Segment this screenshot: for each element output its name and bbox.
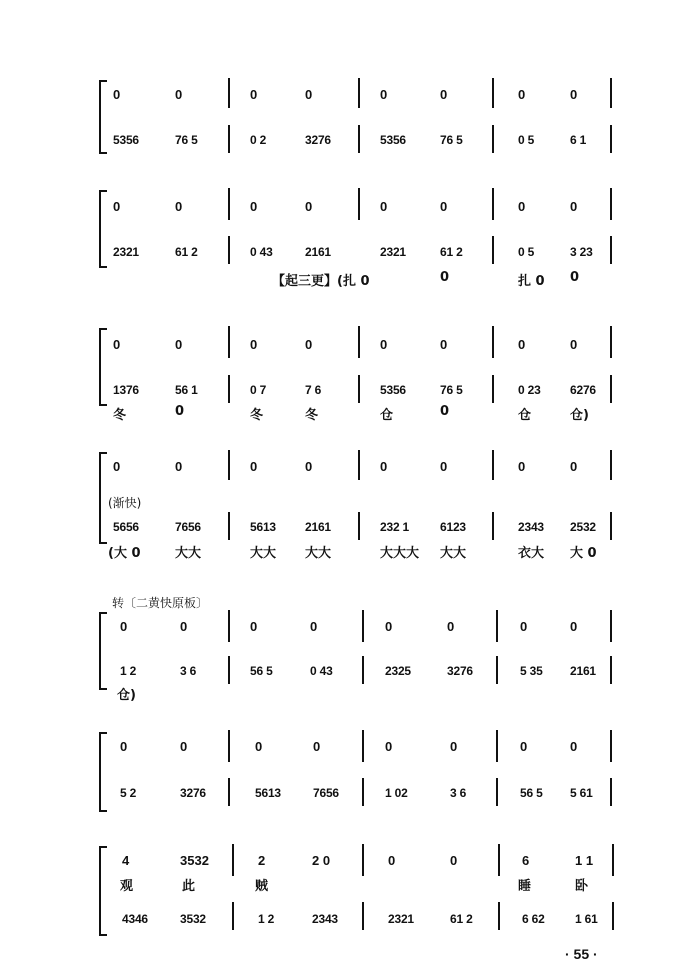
barline bbox=[492, 125, 494, 153]
percussion-syllable: 冬 bbox=[113, 408, 127, 423]
note-group: 61 2 bbox=[175, 245, 198, 259]
note-group: 5656 bbox=[113, 520, 139, 534]
barline bbox=[362, 610, 364, 642]
barline bbox=[610, 610, 612, 642]
percussion-syllable: 0 bbox=[570, 270, 580, 285]
barline bbox=[610, 375, 612, 403]
percussion-syllable: 仓 bbox=[518, 408, 532, 423]
percussion-syllable: 【起三更】(扎 0 bbox=[272, 274, 370, 289]
note-group: 56 5 bbox=[520, 786, 543, 800]
barline bbox=[362, 656, 364, 684]
barline bbox=[610, 188, 612, 220]
note-group: 0 23 bbox=[518, 383, 541, 397]
lyric-character: 此 bbox=[182, 879, 196, 894]
note: 0 bbox=[440, 87, 448, 102]
percussion-syllable: 扎 0 bbox=[518, 274, 545, 289]
barline bbox=[492, 78, 494, 108]
note: 0 bbox=[450, 853, 458, 868]
note: 0 bbox=[385, 619, 393, 634]
barline bbox=[228, 656, 230, 684]
lyric-character: 睡 bbox=[518, 879, 532, 894]
note-group: 1 2 bbox=[258, 912, 275, 926]
system-brace bbox=[99, 612, 107, 690]
barline bbox=[362, 844, 364, 876]
note-group: 1 61 bbox=[575, 912, 598, 926]
barline bbox=[498, 844, 500, 876]
note: 0 bbox=[113, 459, 121, 474]
note: 0 bbox=[120, 619, 128, 634]
note-group: 56 1 bbox=[175, 383, 198, 397]
note-group: 3532 bbox=[180, 912, 206, 926]
note: 0 bbox=[113, 337, 121, 352]
note-group: 2321 bbox=[113, 245, 139, 259]
percussion-syllable: 仓 bbox=[380, 408, 394, 423]
note: 4 bbox=[122, 853, 130, 868]
barline bbox=[496, 778, 498, 806]
note: 0 bbox=[305, 459, 313, 474]
note-group: 2325 bbox=[385, 664, 411, 678]
note-group: 3 6 bbox=[450, 786, 467, 800]
barline bbox=[492, 236, 494, 264]
note: 0 bbox=[388, 853, 396, 868]
barline bbox=[358, 125, 360, 153]
note-group: 5 61 bbox=[570, 786, 593, 800]
percussion-syllable: 0 bbox=[175, 404, 185, 419]
barline bbox=[610, 236, 612, 264]
note: 0 bbox=[520, 619, 528, 634]
note: 0 bbox=[175, 337, 183, 352]
barline bbox=[610, 78, 612, 108]
percussion-syllable: 仓) bbox=[117, 688, 136, 703]
note: 0 bbox=[305, 87, 313, 102]
note-group: 0 2 bbox=[250, 133, 267, 147]
percussion-syllable: 冬 bbox=[305, 408, 319, 423]
note: 0 bbox=[175, 199, 183, 214]
note: 0 bbox=[570, 619, 578, 634]
note-group: 6 62 bbox=[522, 912, 545, 926]
percussion-syllable: 0 bbox=[440, 404, 450, 419]
note: 0 bbox=[518, 87, 526, 102]
barline bbox=[610, 450, 612, 480]
note: 0 bbox=[380, 459, 388, 474]
note-group: 5613 bbox=[255, 786, 281, 800]
note-group: 61 2 bbox=[440, 245, 463, 259]
barline bbox=[496, 610, 498, 642]
system-brace bbox=[99, 190, 107, 268]
note: 0 bbox=[250, 199, 258, 214]
note-group: 0 5 bbox=[518, 245, 535, 259]
note-group: 6276 bbox=[570, 383, 596, 397]
system-brace bbox=[99, 732, 107, 812]
note-group: 0 43 bbox=[250, 245, 273, 259]
note: 0 bbox=[380, 337, 388, 352]
note: 0 bbox=[440, 337, 448, 352]
barline bbox=[610, 778, 612, 806]
note-group: 5356 bbox=[380, 133, 406, 147]
mode-change-annotation: 转〔二黄快原板〕 bbox=[112, 596, 209, 610]
note-group: 5 2 bbox=[120, 786, 137, 800]
note: 0 bbox=[120, 739, 128, 754]
system-brace bbox=[99, 846, 107, 936]
note: 0 bbox=[570, 739, 578, 754]
barline bbox=[358, 375, 360, 403]
barline bbox=[358, 512, 360, 540]
note-group: 76 5 bbox=[440, 133, 463, 147]
note: 0 bbox=[440, 459, 448, 474]
barline bbox=[228, 512, 230, 540]
barline bbox=[492, 188, 494, 220]
note-group: 0 43 bbox=[310, 664, 333, 678]
percussion-syllable: 大大 bbox=[305, 546, 332, 561]
barline bbox=[610, 326, 612, 358]
note: 0 bbox=[380, 87, 388, 102]
note-group: 3 6 bbox=[180, 664, 197, 678]
note: 0 bbox=[385, 739, 393, 754]
note-group: 6123 bbox=[440, 520, 466, 534]
barline bbox=[228, 375, 230, 403]
barline bbox=[358, 78, 360, 108]
barline bbox=[492, 512, 494, 540]
note-group: 2343 bbox=[518, 520, 544, 534]
note-group: 5613 bbox=[250, 520, 276, 534]
note: 3532 bbox=[180, 853, 209, 868]
system-brace bbox=[99, 452, 107, 544]
note: 0 bbox=[305, 337, 313, 352]
note: 0 bbox=[518, 459, 526, 474]
note-group: 6 1 bbox=[570, 133, 587, 147]
note: 0 bbox=[305, 199, 313, 214]
note-group: 2161 bbox=[305, 245, 331, 259]
note: 0 bbox=[175, 87, 183, 102]
barline bbox=[358, 450, 360, 480]
lyric-character: 观 bbox=[120, 879, 134, 894]
barline bbox=[492, 375, 494, 403]
barline bbox=[496, 656, 498, 684]
note-group: 0 5 bbox=[518, 133, 535, 147]
note: 0 bbox=[175, 459, 183, 474]
note-group: 2532 bbox=[570, 520, 596, 534]
system-brace bbox=[99, 80, 107, 154]
barline bbox=[610, 656, 612, 684]
note-group: 5 35 bbox=[520, 664, 543, 678]
note-group: 7656 bbox=[175, 520, 201, 534]
note-group: 2161 bbox=[305, 520, 331, 534]
barline bbox=[228, 125, 230, 153]
note: 0 bbox=[447, 619, 455, 634]
note: 0 bbox=[113, 199, 121, 214]
barline bbox=[610, 512, 612, 540]
note: 0 bbox=[518, 337, 526, 352]
note-group: 4346 bbox=[122, 912, 148, 926]
note-group: 1 2 bbox=[120, 664, 137, 678]
barline bbox=[228, 236, 230, 264]
barline bbox=[228, 610, 230, 642]
note-group: 7656 bbox=[313, 786, 339, 800]
note: 0 bbox=[570, 459, 578, 474]
note: 6 bbox=[522, 853, 530, 868]
note-group: 61 2 bbox=[450, 912, 473, 926]
note-group: 1 02 bbox=[385, 786, 408, 800]
note: 0 bbox=[450, 739, 458, 754]
note: 2 bbox=[258, 853, 266, 868]
note-group: 2321 bbox=[388, 912, 414, 926]
percussion-syllable: 冬 bbox=[250, 408, 264, 423]
barline bbox=[496, 730, 498, 762]
percussion-syllable: 0 bbox=[440, 270, 450, 285]
barline bbox=[612, 902, 614, 930]
barline bbox=[610, 125, 612, 153]
note-group: 3276 bbox=[180, 786, 206, 800]
note-group: 2161 bbox=[570, 664, 596, 678]
note: 0 bbox=[570, 87, 578, 102]
note: 0 bbox=[250, 87, 258, 102]
note: 0 bbox=[310, 619, 318, 634]
barline bbox=[228, 326, 230, 358]
percussion-syllable: 大 0 bbox=[570, 546, 597, 561]
note-group: 2343 bbox=[312, 912, 338, 926]
note-group: 56 5 bbox=[250, 664, 273, 678]
percussion-syllable: 仓) bbox=[570, 408, 589, 423]
percussion-syllable: (大 0 bbox=[108, 546, 141, 561]
note: 0 bbox=[250, 459, 258, 474]
note-group: 1376 bbox=[113, 383, 139, 397]
note: 1 1 bbox=[575, 853, 594, 868]
system-brace bbox=[99, 328, 107, 406]
barline bbox=[362, 902, 364, 930]
note-group: 7 6 bbox=[305, 383, 322, 397]
note: 0 bbox=[380, 199, 388, 214]
barline bbox=[358, 326, 360, 358]
note: 0 bbox=[113, 87, 121, 102]
note: 0 bbox=[570, 337, 578, 352]
barline bbox=[232, 902, 234, 930]
note: 0 bbox=[313, 739, 321, 754]
lyric-character: 卧 bbox=[575, 879, 589, 894]
note: 0 bbox=[180, 739, 188, 754]
barline bbox=[492, 450, 494, 480]
note-group: 2321 bbox=[380, 245, 406, 259]
barline bbox=[228, 730, 230, 762]
note: 0 bbox=[250, 337, 258, 352]
tempo-annotation: (渐快) bbox=[108, 496, 142, 510]
note-group: 3276 bbox=[447, 664, 473, 678]
note-group: 76 5 bbox=[440, 383, 463, 397]
note-group: 3276 bbox=[305, 133, 331, 147]
barline bbox=[228, 188, 230, 220]
note-group: 232 1 bbox=[380, 520, 410, 534]
barline bbox=[362, 778, 364, 806]
note: 0 bbox=[440, 199, 448, 214]
percussion-syllable: 衣大 bbox=[518, 546, 545, 561]
barline bbox=[492, 326, 494, 358]
barline bbox=[610, 730, 612, 762]
note-group: 5356 bbox=[113, 133, 139, 147]
barline bbox=[232, 844, 234, 876]
note-group: 0 7 bbox=[250, 383, 267, 397]
note: 0 bbox=[518, 199, 526, 214]
percussion-syllable: 大大 bbox=[250, 546, 277, 561]
barline bbox=[498, 902, 500, 930]
note-group: 3 23 bbox=[570, 245, 593, 259]
note: 0 bbox=[520, 739, 528, 754]
note: 2 0 bbox=[312, 853, 331, 868]
note: 0 bbox=[570, 199, 578, 214]
percussion-syllable: 大大大 bbox=[380, 546, 420, 561]
barline bbox=[228, 78, 230, 108]
note: 0 bbox=[180, 619, 188, 634]
note: 0 bbox=[250, 619, 258, 634]
percussion-syllable: 大大 bbox=[440, 546, 467, 561]
barline bbox=[358, 188, 360, 220]
lyric-character: 贼 bbox=[255, 879, 269, 894]
note-group: 76 5 bbox=[175, 133, 198, 147]
barline bbox=[362, 730, 364, 762]
note: 0 bbox=[255, 739, 263, 754]
note-group: 5356 bbox=[380, 383, 406, 397]
page-number: · 55 · bbox=[565, 946, 598, 962]
barline bbox=[612, 844, 614, 876]
percussion-syllable: 大大 bbox=[175, 546, 202, 561]
barline bbox=[228, 450, 230, 480]
barline bbox=[228, 778, 230, 806]
